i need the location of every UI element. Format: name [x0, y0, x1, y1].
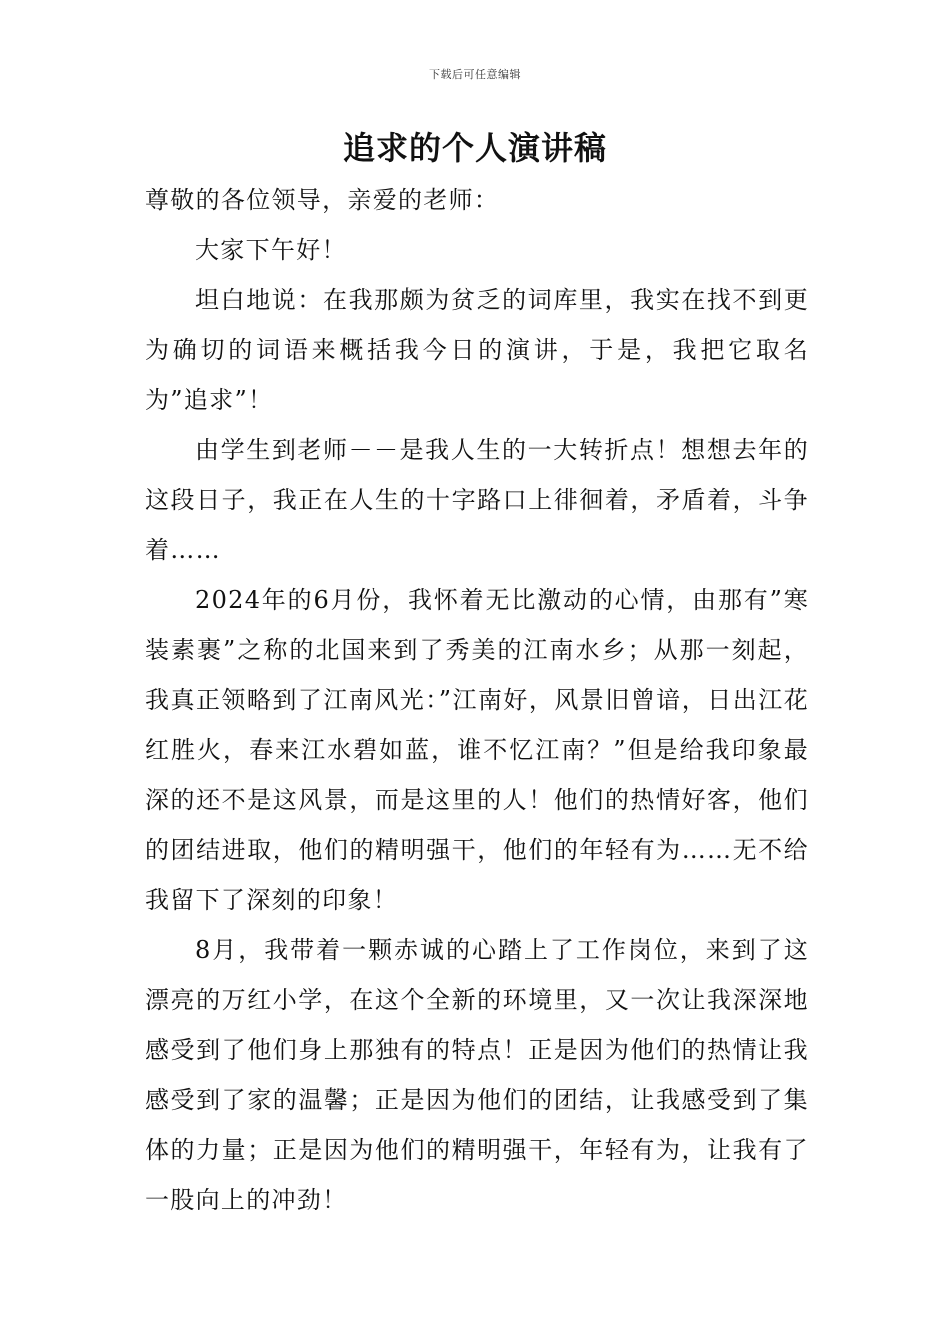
- body-paragraph: 2024年的6月份，我怀着无比激动的心情，由那有”寒装素裹”之称的北国来到了秀美的江南水乡；从那一刻起，我真正领略到了江南风光：”江南好，风景旧曾谙，日出江花红胜火，春来江水碧如蓝，谁不忆江南？”但是给我印象最深的还不是这风景，而是这里的人！他们的热情好客，他们的团结进取，他们的精明强干，他们的年轻有为……无不给我留下了深刻的印象！: [145, 586, 809, 914]
- body-paragraph: 由学生到老师－－是我人生的一大转折点！想想去年的这段日子，我正在人生的十字路口上徘徊着，矛盾着，斗争着……: [145, 436, 809, 564]
- body-paragraph: 8月，我带着一颗赤诚的心踏上了工作岗位，来到了这漂亮的万红小学，在这个全新的环境里，又一次让我深深地感受到了他们身上那独有的特点！正是因为他们的热情让我感受到了家的温馨；正是因为他们的团结，让我感受到了集体的力量；正是因为他们的精明强干，年轻有为，让我有了一股向上的冲劲！: [145, 936, 809, 1214]
- body-paragraph: 坦白地说：在我那颇为贫乏的词库里，我实在找不到更为确切的词语来概括我今日的演讲，于是，我把它取名为”追求”！: [145, 286, 809, 414]
- header-note: 下载后可任意编辑: [429, 68, 521, 81]
- document-title: 追求的个人演讲稿: [342, 129, 607, 167]
- salutation: 尊敬的各位领导，亲爱的老师：: [145, 186, 500, 214]
- greeting-paragraph: 大家下午好！: [195, 236, 347, 264]
- document-body: [145, 175, 809, 1225]
